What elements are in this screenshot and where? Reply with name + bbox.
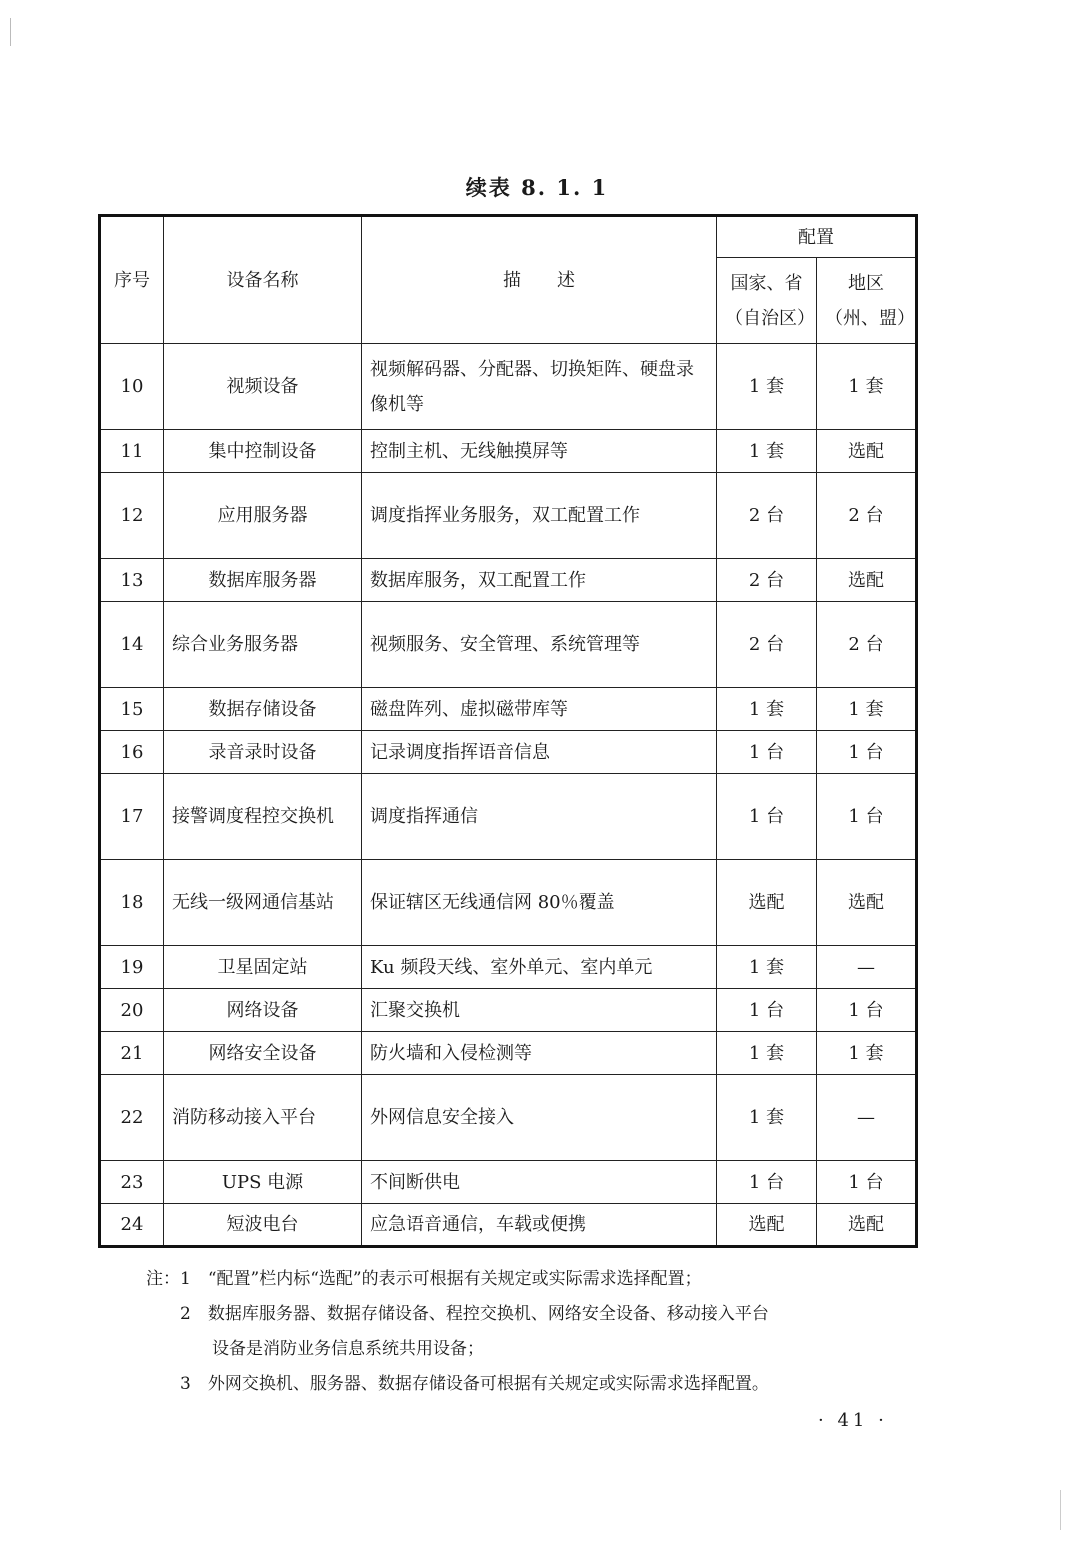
table-row [100,1204,917,1247]
row-name: 消防移动接入平台 [164,1075,362,1161]
row-seq: 22 [100,1075,164,1161]
row-desc: Ku 频段天线、室外单元、室内单元 [362,946,717,989]
row-desc: 控制主机、无线触摸屏等 [362,430,717,473]
table-row [100,602,917,688]
row-regional: 1 台 [817,989,917,1032]
row-national: 2 台 [717,473,817,559]
row-seq: 12 [100,473,164,559]
table-row [100,430,917,473]
row-seq: 17 [100,774,164,860]
row-name: 数据存储设备 [164,688,362,731]
row-desc: 保证辖区无线通信网 80％覆盖 [362,860,717,946]
row-seq: 10 [100,344,164,430]
table-row [100,1075,917,1161]
row-national: 1 台 [717,1161,817,1204]
table-row [100,946,917,989]
note-3: 3 外网交换机、服务器、数据存储设备可根据有关规定或实际需求选择配置。 [180,1374,769,1394]
table-row [100,860,917,946]
row-regional: — [817,946,917,989]
row-name: 数据库服务器 [164,559,362,602]
row-national: 1 台 [717,989,817,1032]
table-row [100,688,917,731]
row-name: 综合业务服务器 [164,602,362,688]
header-regional [817,258,917,344]
row-seq: 16 [100,731,164,774]
table-row [100,989,917,1032]
row-desc: 视频解码器、分配器、切换矩阵、硬盘录像机等 [362,344,717,430]
row-national: 选配 [717,1204,817,1247]
header-config: 配置 [717,216,917,258]
row-seq: 11 [100,430,164,473]
row-desc: 调度指挥业务服务，双工配置工作 [362,473,717,559]
row-regional: 1 台 [817,731,917,774]
row-name: 网络设备 [164,989,362,1032]
row-desc: 磁盘阵列、虚拟磁带库等 [362,688,717,731]
table-row [100,473,917,559]
row-regional: — [817,1075,917,1161]
row-seq: 23 [100,1161,164,1204]
row-name: 卫星固定站 [164,946,362,989]
row-desc: 应急语音通信，车载或便携 [362,1204,717,1247]
row-desc: 视频服务、安全管理、系统管理等 [362,602,717,688]
row-regional: 2 台 [817,602,917,688]
header-desc: 描 述 [362,216,717,344]
row-desc: 调度指挥通信 [362,774,717,860]
row-national: 1 套 [717,430,817,473]
header-name: 设备名称 [164,216,362,344]
row-seq: 19 [100,946,164,989]
header-national-line1: 国家、省 [730,272,803,294]
row-regional: 选配 [817,430,917,473]
row-national: 1 台 [717,774,817,860]
row-regional: 2 台 [817,473,917,559]
row-name: UPS 电源 [164,1161,362,1204]
row-seq: 21 [100,1032,164,1075]
page-number: · 41 · [818,1410,888,1431]
header-regional-line2: （州、盟） [825,307,915,329]
table-row [100,344,917,430]
row-desc: 外网信息安全接入 [362,1075,717,1161]
table-row [100,559,917,602]
row-name: 视频设备 [164,344,362,430]
row-seq: 13 [100,559,164,602]
row-name: 应用服务器 [164,473,362,559]
scan-edge-mark [1060,1490,1061,1530]
row-national: 1 套 [717,344,817,430]
row-seq: 20 [100,989,164,1032]
row-desc: 记录调度指挥语音信息 [362,731,717,774]
table-notes [146,1262,926,1402]
row-seq: 18 [100,860,164,946]
row-national: 2 台 [717,602,817,688]
note-1: 注：1 “配置”栏内标“选配”的表示可根据有关规定或实际需求选择配置； [146,1269,702,1289]
row-regional: 1 套 [817,344,917,430]
row-national: 1 套 [717,688,817,731]
row-seq: 14 [100,602,164,688]
header-national [717,258,817,344]
row-desc: 防火墙和入侵检测等 [362,1032,717,1075]
table-row [100,1032,917,1075]
header-seq: 序号 [100,216,164,344]
row-name: 网络安全设备 [164,1032,362,1075]
row-regional: 选配 [817,559,917,602]
row-desc: 汇聚交换机 [362,989,717,1032]
row-name: 无线一级网通信基站 [164,860,362,946]
row-name: 短波电台 [164,1204,362,1247]
header-national-line2: （自治区） [725,307,815,329]
row-desc: 数据库服务，双工配置工作 [362,559,717,602]
row-regional: 1 套 [817,688,917,731]
row-name: 集中控制设备 [164,430,362,473]
note-2-continued: 设备是消防业务信息系统共用设备； [212,1339,484,1359]
equipment-table [98,214,918,1248]
row-name: 接警调度程控交换机 [164,774,362,860]
row-regional: 选配 [817,1204,917,1247]
row-desc: 不间断供电 [362,1161,717,1204]
row-regional: 1 台 [817,1161,917,1204]
table-row [100,774,917,860]
table-row [100,1161,917,1204]
row-national: 1 套 [717,946,817,989]
row-national: 1 台 [717,731,817,774]
scan-margin-mark [10,18,11,46]
note-2: 2 数据库服务器、数据存储设备、程控交换机、网络安全设备、移动接入平台 [180,1304,769,1324]
row-name: 录音录时设备 [164,731,362,774]
row-seq: 15 [100,688,164,731]
row-national: 1 套 [717,1032,817,1075]
row-regional: 1 套 [817,1032,917,1075]
row-seq: 24 [100,1204,164,1247]
row-national: 1 套 [717,1075,817,1161]
row-regional: 1 台 [817,774,917,860]
table-title: 续表 8. 1. 1 [465,175,609,200]
header-regional-line1: 地区 [848,272,884,294]
table-row [100,731,917,774]
row-national: 选配 [717,860,817,946]
row-regional: 选配 [817,860,917,946]
row-national: 2 台 [717,559,817,602]
